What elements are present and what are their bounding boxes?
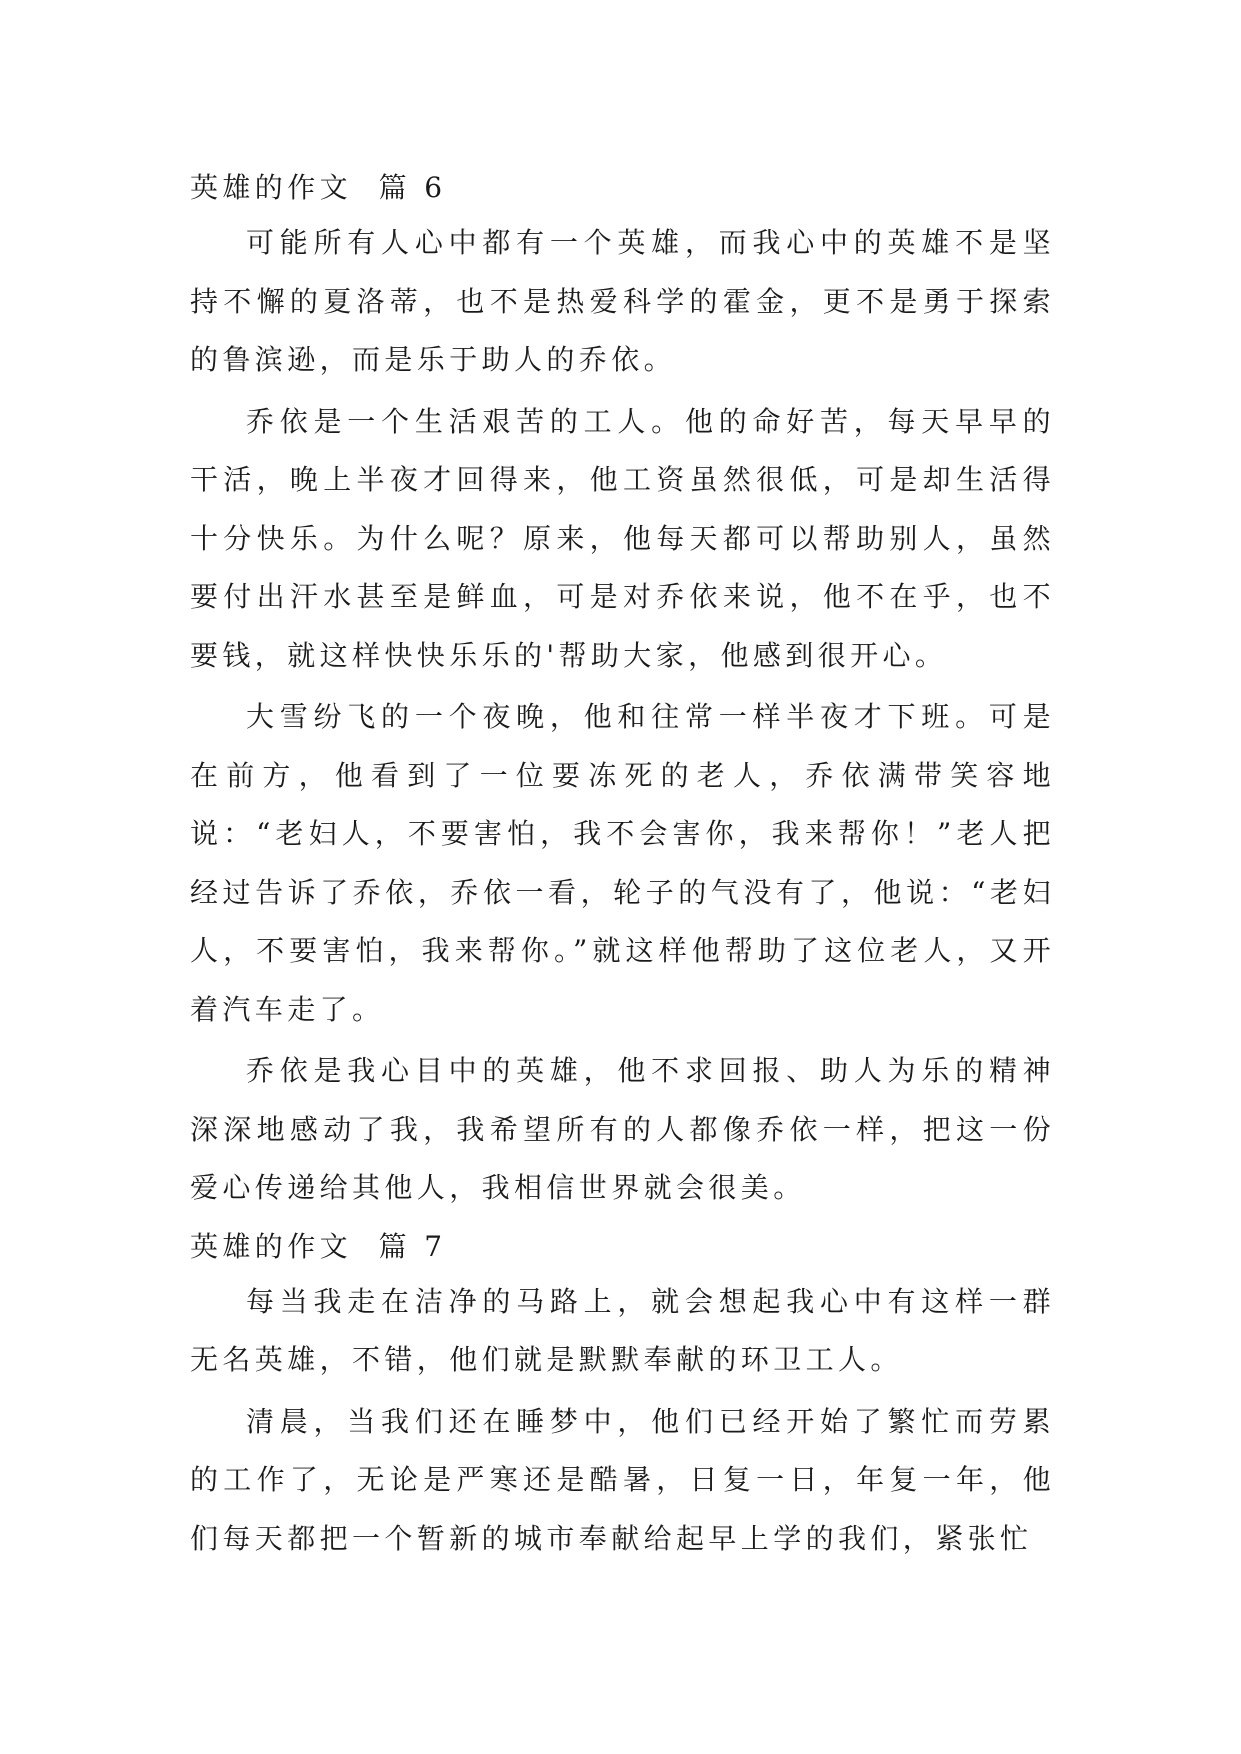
paragraph: 大雪纷飞的一个夜晚，他和往常一样半夜才下班。可是在前方，他看到了一位要冻死的老人，乔依满带笑容地说：“老妇人，不要害怕，我不会害你，我来帮你！”老人把经过告诉了乔依，乔依一看，轮子的气没有了，他说：“老妇人，不要害怕，我来帮你。”就这样他帮助了这位老人，又开着汽车走了。 bbox=[190, 700, 1055, 1026]
document-body bbox=[190, 162, 1055, 1571]
paragraph: 每当我走在洁净的马路上，就会想起我心中有这样一群无名英雄，不错，他们就是默默奉献的环卫工人。 bbox=[190, 1284, 1055, 1376]
section-heading: 英雄的作文 篇 6 bbox=[190, 171, 447, 204]
paragraph: 可能所有人心中都有一个英雄，而我心中的英雄不是坚持不懈的夏洛蒂，也不是热爱科学的霍金，更不是勇于探索的鲁滨逊，而是乐于助人的乔依。 bbox=[190, 226, 1055, 376]
essay-section-7 bbox=[190, 1221, 1055, 1569]
section-heading: 英雄的作文 篇 7 bbox=[190, 1229, 447, 1263]
paragraph: 乔依是一个生活艰苦的工人。他的命好苦，每天早早的干活，晚上半夜才回得来，他工资虽然很低，可是却生活得十分快乐。为什么呢？原来，他每天都可以帮助别人，虽然要付出汗水甚至是鲜血，可是对乔依来说，他不在乎，也不要钱，就这样快快乐乐的'帮助大家，他感到很开心。 bbox=[190, 404, 1055, 672]
paragraph: 清晨，当我们还在睡梦中，他们已经开始了繁忙而劳累的工作了，无论是严寒还是酷暑，日复一日，年复一年，他们每天都把一个暂新的城市奉献给起早上学的我们，紧张忙 bbox=[190, 1404, 1055, 1555]
paragraph: 乔依是我心目中的英雄，他不求回报、助人为乐的精神深深地感动了我，我希望所有的人都像乔依一样，把这一份爱心传递给其他人，我相信世界就会很美。 bbox=[190, 1054, 1055, 1204]
essay-section-6 bbox=[190, 162, 1055, 1218]
